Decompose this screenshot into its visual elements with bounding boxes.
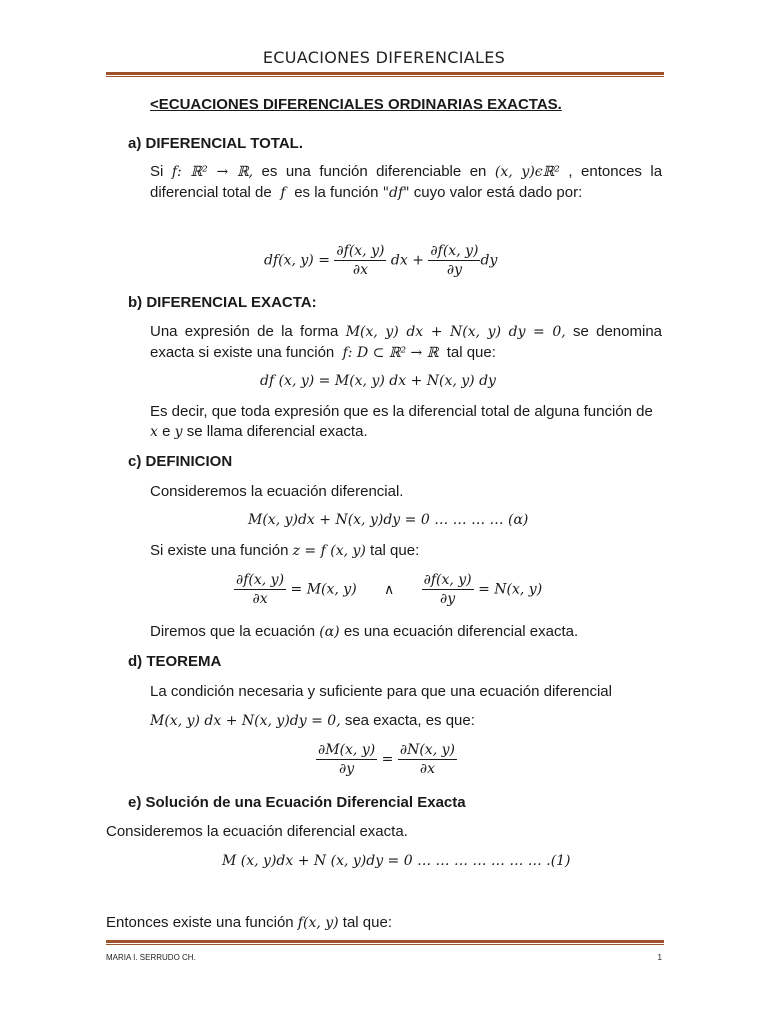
fraction: $\frac{\partial f(x, y)}{\partial x}$ [336,243,385,278]
fraction: $\frac{\partial M(x, y)}{\partial y}$ [318,742,376,777]
fraction: $\frac{\partial N(x, y)}{\partial x}$ [399,742,455,777]
section-d-line-1: La condición necesaria y suficiente para que una ecuación diferencial [150,683,612,700]
section-e-line-1: Consideremos la ecuación diferencial exacta. [106,823,408,840]
section-b-line-4: x e y se llama diferencial exacta. [150,423,368,440]
footer-rule [106,940,664,945]
section-e-line-2: Entonces existe una función f(x, y) tal que: [106,914,392,931]
header-rule [106,72,664,77]
total-differential-equation: df(x, y) = $\frac{\partial f(x, y)}{\partial x}$ dx + $\frac{\partial f(x, y)}{\partial y}$ dy [264,243,498,278]
section-c-line-2: Si existe una función z = f (x, y) tal que: [150,542,420,559]
section-b-line-2: exacta si existe una función f: D ⊂ ℝ² → ℝ tal que: [150,344,496,361]
exact-differential-equation: df (x, y) = M(x, y) dx + N(x, y) dy [260,373,496,389]
theorem-equation: $\frac{\partial M(x, y)}{\partial y}$ = $\frac{\partial N(x, y)}{\partial x}$ [318,742,455,777]
section-c-heading: c) DEFINICION [128,453,233,470]
section-a-line-2: diferencial total de f es la función "df" cuyo valor está dado por: [150,184,583,201]
section-b-line-3: Es decir, que toda expresión que es la diferencial total de alguna función de [150,403,653,420]
section-b-line-1: Una expresión de la forma M(x, y) dx + N(x, y) dy = 0, se denomina [150,323,663,340]
section-d-heading: d) TEOREMA [128,653,222,670]
fraction: $\frac{\partial f(x, y)}{\partial y}$ [430,243,479,278]
exactness-conditions: $\frac{\partial f(x, y)}{\partial x}$ = M(x, y) ∧ $\frac{\partial f(x, y)}{\partial y}$ = N(x, y) [236,572,543,607]
page-number: 1 [657,953,662,962]
document-title: <ECUACIONES DIFERENCIALES ORDINARIAS EXACTAS. [150,96,562,113]
section-a-line-1: Si f: ℝ² → ℝ, es una función diferenciable en (x, y)ϵℝ² , entonces la [150,163,663,180]
section-c-line-1: Consideremos la ecuación diferencial. [150,483,404,500]
equation-1: M (x, y)dx + N (x, y)dy = 0 … … … … … … … .(1) [222,853,571,869]
section-c-line-3: Diremos que la ecuación (α) es una ecuación diferencial exacta. [150,623,579,640]
section-e-heading: e) Solución de una Ecuación Diferencial Exacta [128,794,466,811]
section-a-heading: a) DIFERENCIAL TOTAL. [128,135,304,152]
equation-alpha: M(x, y)dx + N(x, y)dy = 0 … … … … (α) [248,512,529,528]
fraction: $\frac{\partial f(x, y)}{\partial x}$ [236,572,285,607]
page-header-title: ECUACIONES DIFERENCIALES [262,48,506,67]
section-b-heading: b) DIFERENCIAL EXACTA: [128,294,317,311]
fraction: $\frac{\partial f(x, y)}{\partial y}$ [423,572,472,607]
section-d-line-2: M(x, y) dx + N(x, y)dy = 0, sea exacta, es que: [150,712,475,729]
footer-author: MARIA I. SERRUDO CH. [106,953,196,962]
